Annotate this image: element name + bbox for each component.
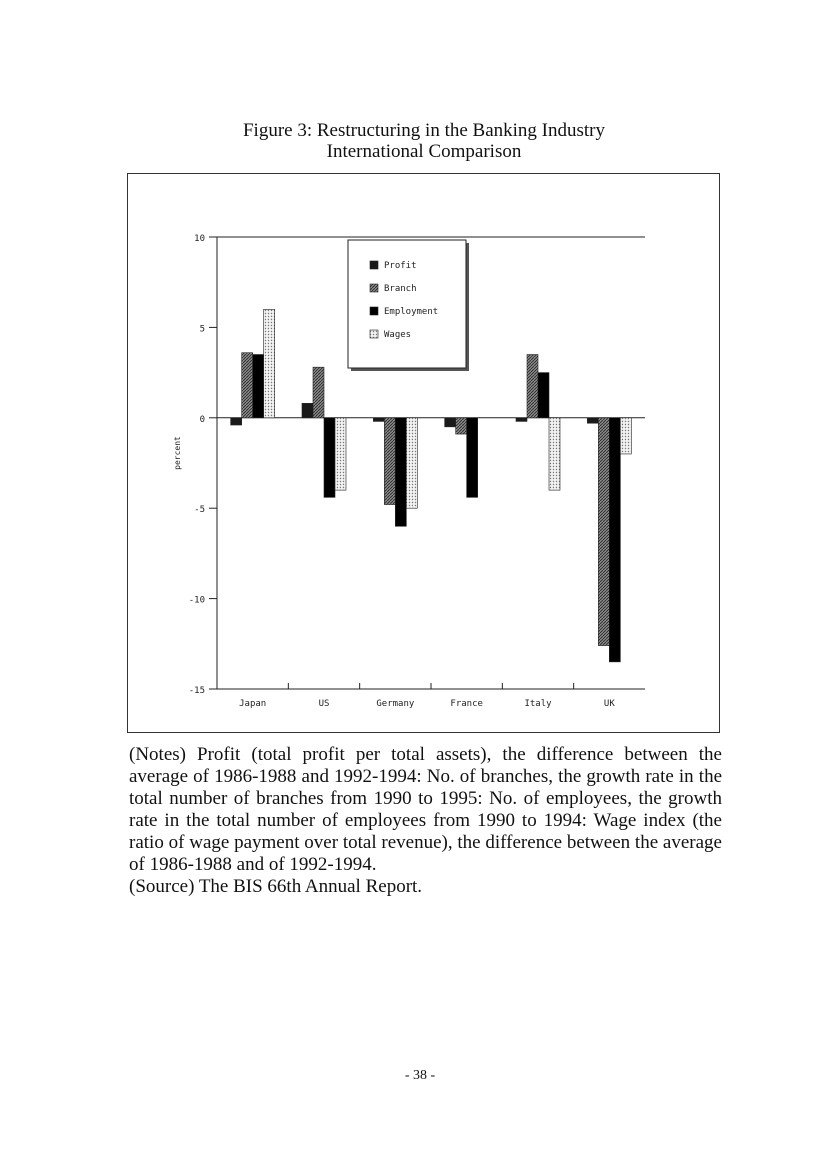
bar-wages-italy: [549, 418, 560, 490]
y-tick-label: -10: [188, 595, 205, 606]
bar-employment-italy: [538, 373, 549, 418]
bar-branch-us: [313, 367, 324, 418]
bar-employment-us: [324, 418, 335, 498]
x-tick-label: US: [318, 699, 330, 709]
legend-label-branch: Branch: [384, 284, 417, 294]
bar-branch-japan: [242, 353, 253, 418]
bar-profit-japan: [231, 418, 242, 425]
bar-employment-japan: [253, 355, 264, 418]
legend-box: [348, 240, 466, 368]
y-tick-label: 0: [199, 414, 205, 425]
x-tick-label: Japan: [239, 699, 267, 709]
y-tick-label: 5: [199, 324, 205, 335]
bar-employment-germany: [395, 418, 406, 526]
figure-title-line2: International Comparison: [326, 141, 522, 162]
bar-wages-japan: [264, 309, 275, 417]
legend-label-wages: Wages: [384, 330, 412, 340]
legend-swatch-employment: [370, 307, 378, 315]
x-tick-label: France: [450, 699, 483, 709]
source-text: (Source) The BIS 66th Annual Report.: [129, 876, 423, 897]
notes-text: (Notes) Profit (total profit per total assets), the difference between the average of 1986-1988 and 1992-1994: No. of branches, the growth rate in the total number of branches from 1990 to 1995: No. of employees, the growth rate in the total number of employees from 1990 to 1994: Wage index (the ratio of wage payment over total revenue), the difference between the average of 1986-1988 and of 1992-1994.: [129, 744, 722, 875]
legend-swatch-branch: [370, 284, 378, 292]
y-tick-label: -15: [188, 686, 205, 696]
x-tick-label: UK: [603, 699, 615, 709]
bar-branch-france: [456, 418, 467, 434]
bar-wages-us: [335, 418, 346, 490]
bar-branch-germany: [384, 418, 395, 505]
figure-notes: [129, 744, 722, 898]
bar-profit-germany: [373, 418, 384, 422]
x-tick-label: Germany: [376, 699, 415, 709]
bar-profit-italy: [516, 418, 527, 422]
figure-title-line1: Figure 3: Restructuring in the Banking Industry: [242, 120, 605, 141]
legend-label-profit: Profit: [384, 261, 417, 271]
bar-profit-us: [302, 403, 313, 417]
page-number: - 38 -: [404, 1068, 436, 1083]
legend-swatch-wages: [370, 330, 378, 338]
y-tick-label: -5: [194, 505, 205, 516]
x-tick-label: Italy: [524, 699, 552, 709]
bar-profit-uk: [587, 418, 598, 423]
bar-employment-uk: [609, 418, 620, 662]
bar-branch-italy: [527, 355, 538, 418]
y-tick-label: 10: [194, 234, 205, 244]
y-axis-label: percent: [173, 436, 182, 470]
bar-wages-uk: [620, 418, 631, 454]
bar-employment-france: [467, 418, 478, 498]
legend-label-employment: Employment: [384, 307, 439, 317]
legend-swatch-profit: [370, 261, 378, 269]
bar-wages-germany: [406, 418, 417, 508]
bar-profit-france: [445, 418, 456, 427]
bar-branch-uk: [598, 418, 609, 646]
